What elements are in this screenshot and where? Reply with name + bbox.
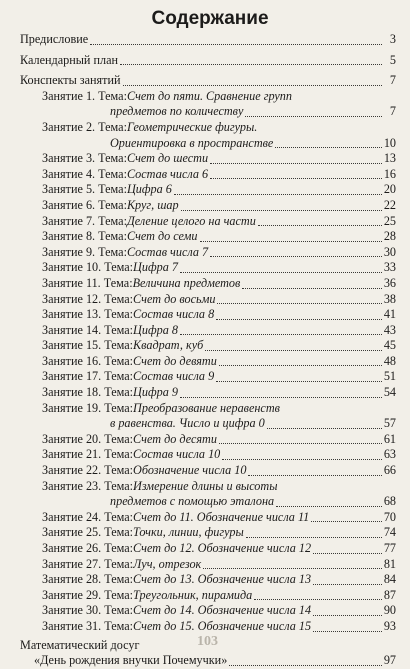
toc-leader-dots	[246, 537, 382, 538]
toc-entry-continuation	[14, 104, 396, 120]
toc-entry-topic: Ориентировка в пространстве	[110, 135, 274, 150]
toc-entry	[14, 53, 396, 69]
page-number: 103	[197, 634, 218, 649]
toc-leader-dots	[203, 568, 382, 569]
toc-entry-label: Занятие 31. Тема:	[42, 618, 134, 633]
toc-leader-dots	[210, 163, 382, 164]
toc-page-number: 74	[383, 525, 396, 540]
toc-entry-topic: Деление целого на части	[126, 213, 256, 228]
toc-entry-label: Занятие 2. Тема:	[42, 119, 127, 134]
toc-entry-topic: Счет до восьми	[133, 291, 216, 306]
toc-page-number: 25	[383, 213, 396, 228]
toc-page-number: 45	[383, 338, 396, 353]
toc-entry-topic: Цифра 6	[126, 182, 172, 197]
toc-entry-topic: Цифра 9	[133, 385, 178, 400]
toc-entry	[14, 653, 396, 669]
toc-entry	[14, 307, 396, 323]
toc-page-number: 93	[383, 618, 396, 633]
toc-entry-topic: предметов с помощью эталона	[110, 494, 275, 509]
toc-entry-label: Предисловие	[20, 32, 89, 46]
toc-page-number: 38	[383, 291, 396, 306]
toc-page-number: 20	[383, 182, 396, 197]
toc-entry-label: Занятие 5. Тема:	[42, 182, 127, 197]
toc-entry	[14, 245, 396, 261]
toc-entry-label: Занятие 16. Тема:	[42, 353, 134, 368]
toc-leader-dots	[222, 459, 382, 460]
toc-entry	[14, 167, 396, 183]
toc-entry-topic: Счет до шести	[126, 151, 209, 166]
toc-entry	[14, 369, 396, 385]
toc-entry	[14, 229, 396, 245]
toc-leader-dots	[123, 85, 382, 86]
toc-leader-dots	[313, 553, 382, 554]
toc-leader-dots	[219, 443, 382, 444]
toc-entry-label: Занятие 8. Тема:	[42, 229, 127, 244]
toc-page-number: 22	[383, 197, 396, 212]
toc-entry-label: Занятие 18. Тема:	[42, 385, 134, 400]
toc-leader-dots	[258, 225, 382, 226]
toc-entry-topic: Счет до десяти	[133, 431, 217, 446]
toc-page-number: 68	[383, 494, 396, 509]
toc-entry-label: Занятие 12. Тема:	[42, 291, 134, 306]
toc-entry-topic: Состав числа 7	[126, 244, 209, 259]
toc-entry	[14, 73, 396, 89]
toc-entry-topic: Преобразование неравенств	[133, 400, 280, 415]
toc-entry-label: Занятие 10. Тема:	[42, 260, 134, 275]
toc-page-number: 33	[383, 260, 396, 275]
toc-entry-label: Занятие 13. Тема:	[42, 307, 134, 322]
toc-entry-topic: Геометрические фигуры.	[126, 119, 258, 134]
toc-entry	[14, 588, 396, 604]
toc-list	[14, 32, 396, 669]
toc-page-number: 7	[389, 104, 396, 119]
toc-entry-label: Занятие 23. Тема:	[42, 478, 134, 493]
toc-entry	[14, 525, 396, 541]
toc-entry-label: Занятие 30. Тема:	[42, 603, 134, 618]
toc-entry-topic: Круг, шар	[126, 197, 179, 212]
toc-leader-dots	[267, 428, 382, 429]
toc-entry-label: Занятие 15. Тема:	[42, 338, 134, 353]
toc-page-number: 66	[383, 463, 396, 478]
toc-page-number: 90	[383, 603, 396, 618]
toc-leader-dots	[313, 584, 382, 585]
toc-entry-label: Занятие 4. Тема:	[42, 166, 127, 181]
toc-entry-topic: Счет до пяти. Сравнение групп	[126, 88, 292, 103]
toc-leader-dots	[229, 665, 382, 666]
toc-page-number: 43	[383, 322, 396, 337]
toc-entry-label: Занятие 22. Тема:	[42, 463, 134, 478]
toc-leader-dots	[276, 506, 382, 507]
toc-page-number: 61	[383, 431, 396, 446]
toc-leader-dots	[248, 475, 381, 476]
toc-entry	[14, 338, 396, 354]
toc-page-number: 7	[389, 73, 396, 88]
toc-page-number: 87	[383, 587, 396, 602]
toc-page-number: 28	[383, 229, 396, 244]
toc-entry-topic: в равенства. Число и цифра 0	[110, 416, 265, 431]
toc-entry-topic: Величина предметов	[132, 275, 241, 290]
toc-entry-topic: Треугольник, пирамида	[133, 587, 253, 602]
toc-page-number: 16	[383, 166, 396, 181]
toc-page-number: 51	[383, 369, 396, 384]
toc-leader-dots	[210, 178, 382, 179]
toc-page-number: 97	[383, 653, 396, 668]
toc-entry	[14, 323, 396, 339]
toc-entry-label: Занятие 24. Тема:	[42, 509, 134, 524]
toc-leader-dots	[174, 194, 382, 195]
toc-leader-dots	[219, 365, 382, 366]
toc-entry-topic: Счет до семи	[126, 229, 198, 244]
toc-entry-topic: Счет до 13. Обозначение числа 13	[133, 572, 312, 587]
toc-entry-continuation	[14, 136, 396, 152]
toc-entry	[14, 292, 396, 308]
toc-entry-label: Занятие 28. Тема:	[42, 572, 134, 587]
toc-entry-label: Занятие 27. Тема:	[42, 556, 134, 571]
toc-leader-dots	[90, 44, 382, 45]
toc-page-number: 36	[383, 275, 396, 290]
toc-entry-label: «День рождения внучки Почемучки»	[34, 653, 228, 668]
toc-entry-continuation	[14, 494, 396, 510]
toc-page-number: 30	[383, 244, 396, 259]
toc-leader-dots	[275, 147, 381, 148]
toc-entry-label: Календарный план	[20, 52, 119, 67]
toc-entry-topic: Состав числа 6	[126, 166, 209, 181]
toc-entry	[14, 32, 396, 48]
toc-entry-continuation	[14, 416, 396, 432]
toc-entry	[14, 603, 396, 619]
toc-entry-topic: Луч, отрезок	[133, 556, 202, 571]
toc-title: Содержание	[151, 8, 269, 29]
toc-leader-dots	[216, 319, 382, 320]
toc-leader-dots	[242, 288, 381, 289]
toc-entry	[14, 214, 396, 230]
toc-leader-dots	[245, 116, 382, 117]
toc-page-number: 10	[383, 135, 396, 150]
toc-leader-dots	[313, 631, 382, 632]
toc-page-number: 5	[389, 52, 396, 67]
toc-entry-label: Занятие 6. Тема:	[42, 197, 127, 212]
toc-entry-label: Занятие 19. Тема:	[42, 400, 134, 415]
toc-leader-dots	[205, 350, 382, 351]
toc-entry	[14, 151, 396, 167]
toc-entry-topic: предметов по количеству	[110, 104, 244, 119]
toc-entry-label: Конспекты занятий	[20, 73, 121, 88]
toc-entry	[14, 619, 396, 635]
toc-entry	[14, 557, 396, 573]
toc-entry-label: Математический досуг	[20, 637, 140, 652]
toc-leader-dots	[217, 303, 381, 304]
toc-leader-dots	[180, 334, 382, 335]
toc-entry-topic: Счет до 14. Обозначение числа 14	[133, 603, 312, 618]
toc-entry-label: Занятие 3. Тема:	[42, 151, 127, 166]
toc-entry	[14, 572, 396, 588]
toc-entry-label: Занятие 17. Тема:	[42, 369, 134, 384]
toc-page-number: 48	[383, 353, 396, 368]
toc-entry	[14, 510, 396, 526]
toc-entry-label: Занятие 21. Тема:	[42, 447, 134, 462]
toc-entry	[14, 463, 396, 479]
toc-leader-dots	[313, 615, 382, 616]
toc-entry-topic: Квадрат, куб	[133, 338, 204, 353]
toc-entry-label: Занятие 9. Тема:	[42, 244, 127, 259]
toc-entry	[14, 89, 396, 105]
toc-entry-topic: Измерение длины и высоты	[133, 478, 278, 493]
toc-entry	[14, 276, 396, 292]
toc-leader-dots	[180, 397, 382, 398]
toc-page-number: 41	[383, 307, 396, 322]
toc-entry	[14, 479, 396, 495]
toc-leader-dots	[254, 599, 382, 600]
toc-page-number: 3	[389, 32, 396, 46]
toc-page-number: 77	[383, 541, 396, 555]
toc-entry	[14, 401, 396, 417]
toc-entry-topic: Цифра 7	[133, 260, 178, 275]
toc-entry-topic: Обозначение числа 10	[133, 463, 247, 478]
toc-entry	[14, 447, 396, 463]
toc-entry	[14, 120, 396, 136]
toc-entry	[14, 541, 396, 557]
toc-page-number: 63	[383, 447, 396, 462]
toc-entry-label: Занятие 20. Тема:	[42, 431, 134, 446]
toc-entry-label: Занятие 1. Тема:	[42, 88, 127, 103]
toc-page-number: 57	[383, 416, 396, 431]
toc-entry	[14, 182, 396, 198]
toc-entry-topic: Счет до 11. Обозначение числа 11	[133, 509, 310, 524]
toc-entry-topic: Состав числа 10	[133, 447, 221, 462]
toc-entry-label: Занятие 29. Тема:	[42, 587, 134, 602]
toc-entry-topic: Счет до 15. Обозначение числа 15	[133, 618, 312, 633]
toc-entry-topic: Цифра 8	[133, 322, 178, 337]
toc-leader-dots	[311, 521, 382, 522]
toc-entry-topic: Счет до 12. Обозначение числа 12	[133, 541, 312, 555]
toc-entry-label: Занятие 7. Тема:	[42, 213, 127, 228]
toc-entry-label: Занятие 26. Тема:	[42, 541, 134, 555]
toc-page-number: 54	[383, 385, 396, 400]
toc-entry-topic: Состав числа 8	[133, 307, 215, 322]
toc-leader-dots	[180, 272, 382, 273]
toc-leader-dots	[210, 256, 382, 257]
toc-entry	[14, 354, 396, 370]
toc-page-number: 70	[383, 509, 396, 524]
toc-leader-dots	[216, 381, 382, 382]
toc-entry-topic: Состав числа 9	[133, 369, 215, 384]
toc-entry-topic: Счет до девяти	[133, 353, 217, 368]
toc-entry-label: Занятие 25. Тема:	[42, 525, 134, 540]
toc-leader-dots	[120, 64, 382, 65]
toc-entry	[14, 198, 396, 214]
toc-page-number: 81	[383, 556, 396, 571]
toc-entry	[14, 260, 396, 276]
toc-entry	[14, 432, 396, 448]
toc-entry-topic: Точки, линии, фигуры	[133, 525, 244, 540]
toc-entry-label: Занятие 11. Тема:	[42, 275, 133, 290]
toc-leader-dots	[181, 210, 382, 211]
toc-leader-dots	[200, 241, 382, 242]
toc-entry	[14, 385, 396, 401]
toc-page-number: 13	[383, 151, 396, 166]
toc-page-number: 84	[383, 572, 396, 587]
toc-entry-label: Занятие 14. Тема:	[42, 322, 134, 337]
